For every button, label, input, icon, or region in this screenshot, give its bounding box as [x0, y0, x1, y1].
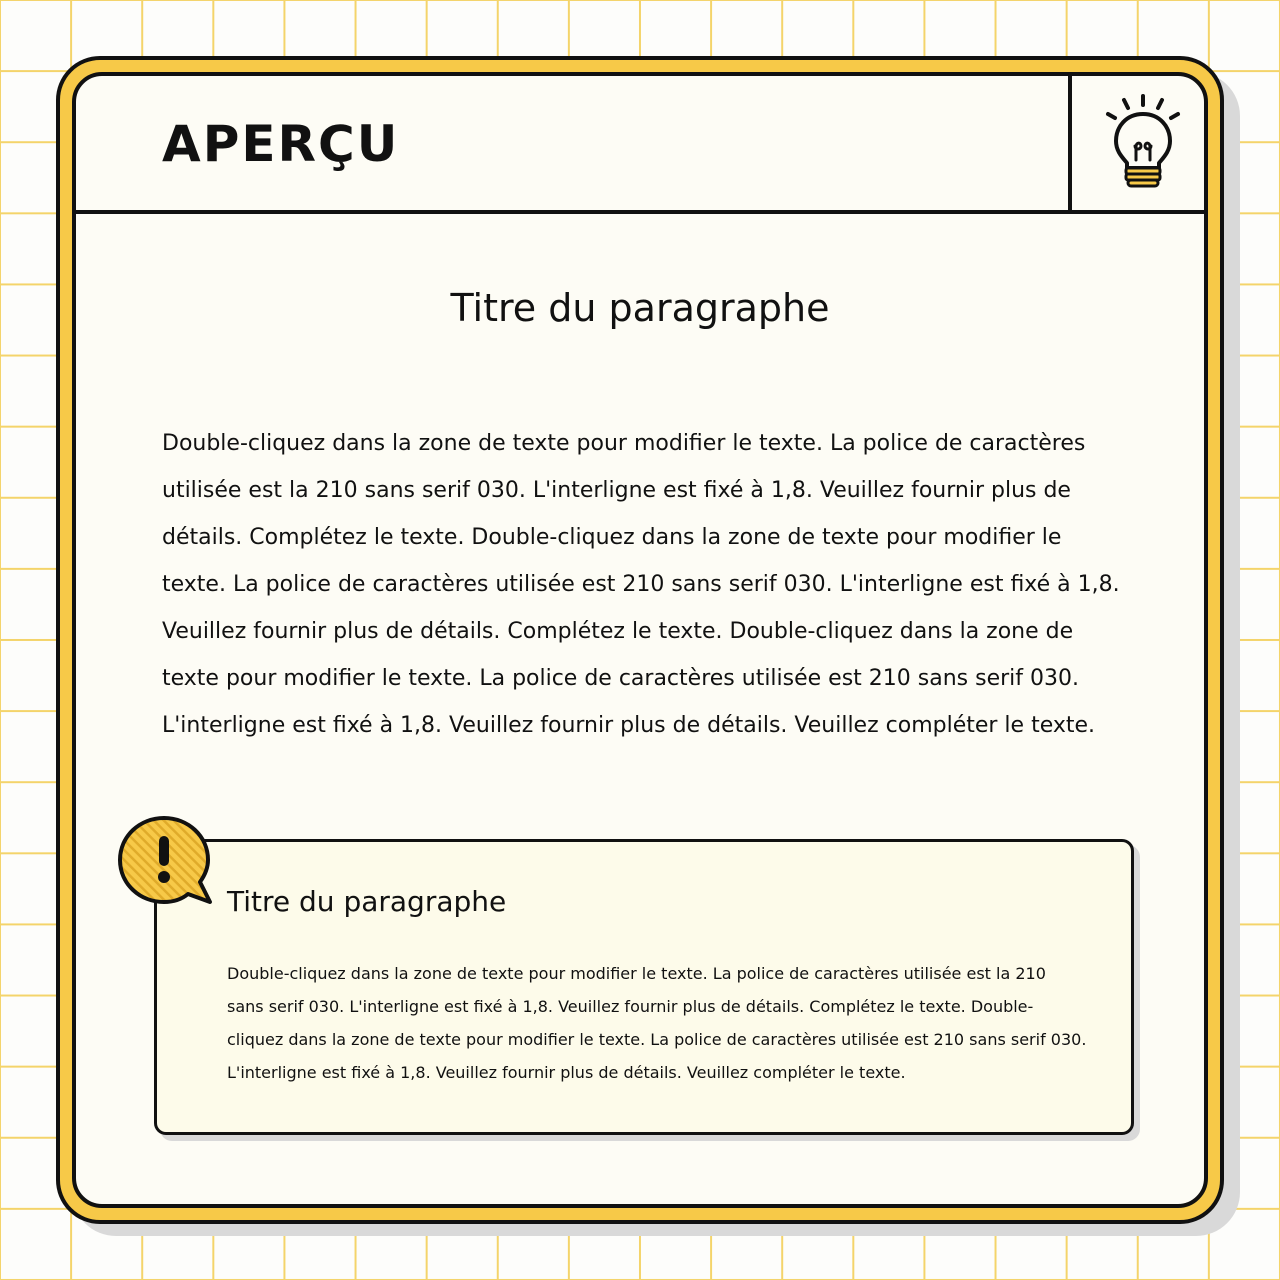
note-title: Titre du paragraphe [227, 885, 507, 918]
card [72, 72, 1208, 1208]
section-title: Titre du paragraphe [450, 286, 830, 330]
header-divider [1068, 76, 1072, 210]
header-bar [76, 76, 1204, 214]
note-box [154, 839, 1134, 1135]
lightbulb-icon [1100, 90, 1186, 190]
exclamation-speech-bubble-icon [114, 812, 214, 912]
page-title: APERÇU [162, 115, 400, 173]
main-paragraph: Double-cliquez dans la zone de texte pour modifier le texte. La police de caractères utilisée est la 210 sans serif 030. L'interligne est fixé à 1,8. Veuillez fournir plus de détails. Complétez le texte. Double-cliquez dans la zone de texte pour modifier le texte. La police de caractères utilisée est 210 sans serif 030. L'interligne est fixé à 1,8. Veuillez fournir plus de détails. Complétez le texte. Double-cliquez dans la zone de texte pour modifier le texte. La police de caractères utilisée est 210 sans serif 030. L'interligne est fixé à 1,8. Veuillez fournir plus de détails. Veuillez compléter le texte. [162, 431, 1120, 738]
note-paragraph: Double-cliquez dans la zone de texte pour modifier le texte. La police de caractères utilisée est la 210 sans serif 030. L'interligne est fixé à 1,8. Veuillez fournir plus de détails. Complétez le texte. Double-cliquez dans la zone de texte pour modifier le texte. La police de caractères utilisée est 210 sans serif 030. L'interligne est fixé à 1,8. Veuillez fournir plus de détails. Veuillez compléter le texte. [227, 964, 1087, 1082]
